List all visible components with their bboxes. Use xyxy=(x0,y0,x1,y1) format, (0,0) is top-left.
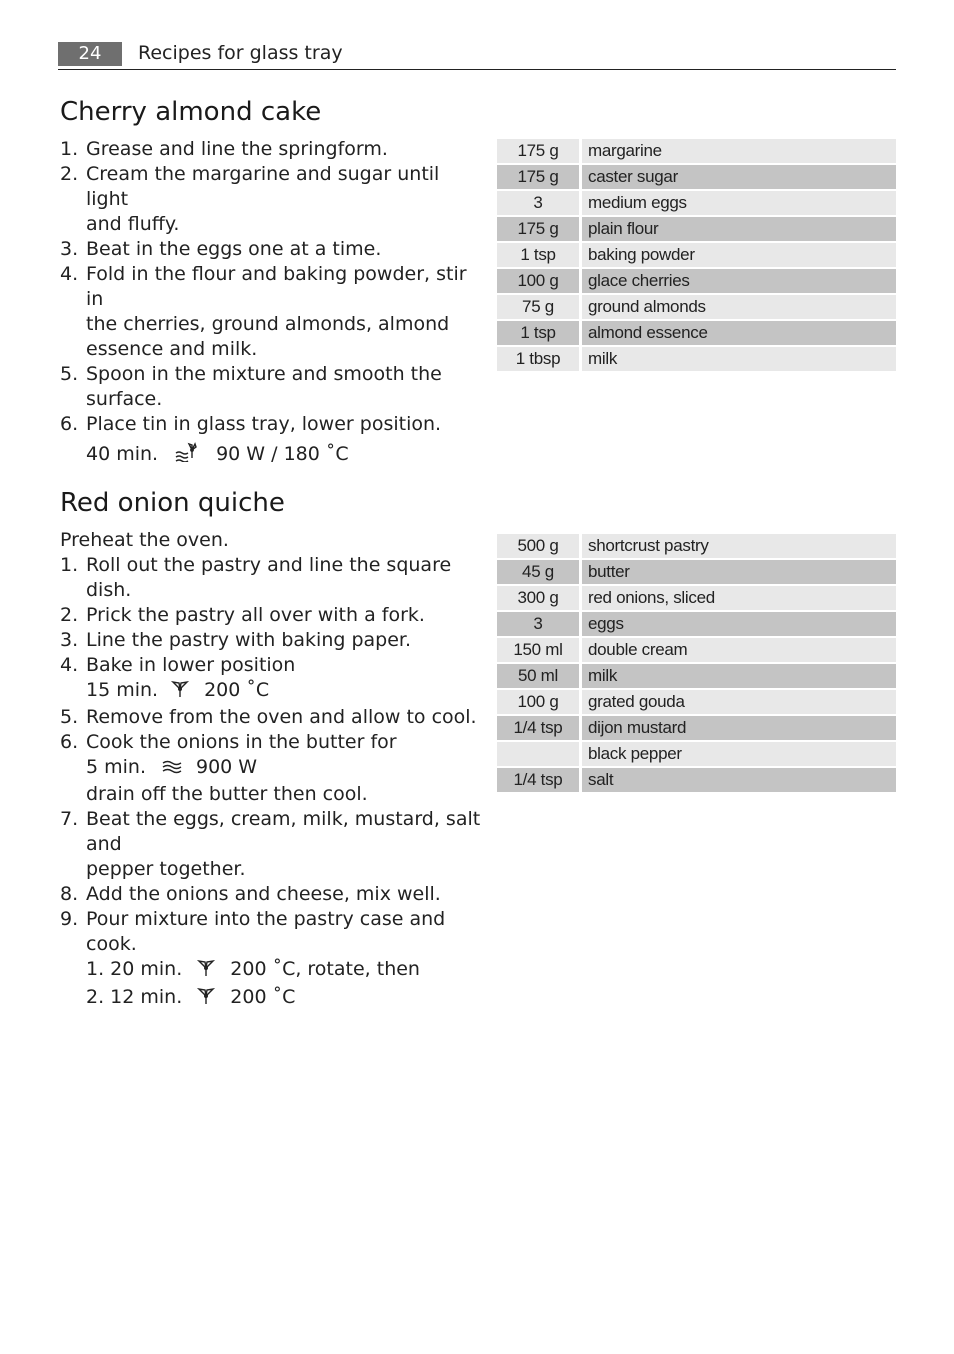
ingredient-row xyxy=(497,139,896,163)
ingredient-row xyxy=(497,347,896,371)
ingredient-name: milk xyxy=(582,664,896,688)
ingredient-name: salt xyxy=(582,768,896,792)
ingredient-row xyxy=(497,586,896,610)
header-title: Recipes for glass tray xyxy=(138,42,343,64)
ingredient-name: dijon mustard xyxy=(582,716,896,740)
cherry-cake-steps xyxy=(60,137,485,469)
ingredient-name: plain flour xyxy=(582,217,896,241)
ingredient-row xyxy=(497,742,896,766)
ingredient-name: almond essence xyxy=(582,321,896,345)
quiche-step-5: 5. Remove from the oven and allow to cool. xyxy=(60,706,477,728)
ingredient-row xyxy=(497,321,896,345)
quiche-steps xyxy=(60,528,490,1012)
ingredient-quantity: 1/4 tsp xyxy=(497,768,579,792)
cherry-step-1: 1. Grease and line the springform. xyxy=(60,138,388,160)
quiche-step-2: 2. Prick the pastry all over with a fork. xyxy=(60,604,425,626)
ingredient-name: red onions, sliced xyxy=(582,586,896,610)
quiche-step-6-after: drain off the butter then cool. xyxy=(86,783,368,805)
ingredient-quantity: 175 g xyxy=(497,165,579,189)
page-header xyxy=(58,40,896,70)
ingredient-name: glace cherries xyxy=(582,269,896,293)
page-number: 24 xyxy=(58,42,122,66)
cherry-step-6: 6. Place tin in glass tray, lower position. xyxy=(60,413,442,435)
ingredient-quantity: 45 g xyxy=(497,560,579,584)
ingredient-quantity: 150 ml xyxy=(497,638,579,662)
quiche-step-6: 6. Cook the onions in the butter for xyxy=(60,731,397,753)
ingredient-quantity: 1 tbsp xyxy=(497,347,579,371)
ingredient-name: caster sugar xyxy=(582,165,896,189)
ingredient-row xyxy=(497,768,896,792)
ingredient-row xyxy=(497,664,896,688)
quiche-step-8: 8. Add the onions and cheese, mix well. xyxy=(60,883,441,905)
ingredient-name: margarine xyxy=(582,139,896,163)
quiche-step-1: 1. Roll out the pastry and line the square dish. xyxy=(60,554,452,601)
ingredient-quantity: 175 g xyxy=(497,217,579,241)
ingredient-row xyxy=(497,165,896,189)
ingredient-name: medium eggs xyxy=(582,191,896,215)
ingredient-row xyxy=(497,612,896,636)
cherry-setting-value: 90 W / 180 ˚C xyxy=(216,443,349,465)
cherry-step-5: 5. Spoon in the mixture and smooth the surface. xyxy=(60,363,442,410)
ingredient-name: black pepper xyxy=(582,742,896,766)
ingredient-row xyxy=(497,560,896,584)
ingredient-name: baking powder xyxy=(582,243,896,267)
quiche-step-9: 9. Pour mixture into the pastry case and cook. xyxy=(60,908,446,955)
ingredient-name: butter xyxy=(582,560,896,584)
ingredient-row xyxy=(497,217,896,241)
cherry-step-3: 3. Beat in the eggs one at a time. xyxy=(60,238,382,260)
cherry-setting-time: 40 min. xyxy=(86,443,159,465)
quiche-step-9-stage-2: 2. 12 min. 200 ˚C xyxy=(60,985,490,1012)
cherry-step-4: 4. Fold in the flour and baking powder, stir in the cherries, ground almonds, almond essence and milk. xyxy=(60,263,467,360)
fan-oven-icon xyxy=(196,987,216,1012)
ingredient-row xyxy=(497,716,896,740)
ingredient-quantity: 175 g xyxy=(497,139,579,163)
ingredient-quantity: 50 ml xyxy=(497,664,579,688)
ingredient-row xyxy=(497,638,896,662)
fan-oven-icon xyxy=(170,680,190,705)
ingredient-quantity: 3 xyxy=(497,191,579,215)
ingredient-quantity: 1 tsp xyxy=(497,243,579,267)
ingredient-quantity: 100 g xyxy=(497,690,579,714)
quiche-step-3: 3. Line the pastry with baking paper. xyxy=(60,629,412,651)
quiche-step-6-setting: 5 min. 900 W xyxy=(60,755,490,782)
ingredient-row xyxy=(497,191,896,215)
quiche-step-4-setting: 15 min. 200 ˚C xyxy=(60,678,490,705)
quiche-intro: Preheat the oven. xyxy=(60,529,229,551)
ingredient-row xyxy=(497,534,896,558)
ingredient-row xyxy=(497,295,896,319)
ingredient-name: eggs xyxy=(582,612,896,636)
microwave-icon xyxy=(162,757,182,782)
ingredient-name: milk xyxy=(582,347,896,371)
ingredient-quantity: 1/4 tsp xyxy=(497,716,579,740)
ingredient-quantity: 500 g xyxy=(497,534,579,558)
ingredient-quantity: 75 g xyxy=(497,295,579,319)
ingredient-quantity: 300 g xyxy=(497,586,579,610)
cherry-step-list xyxy=(60,137,485,437)
fan-oven-icon xyxy=(196,959,216,984)
quiche-step-4: 4. Bake in lower position xyxy=(60,654,296,676)
cherry-ingredients-table xyxy=(497,137,896,373)
ingredient-quantity: 1 tsp xyxy=(497,321,579,345)
cherry-cake-title: Cherry almond cake xyxy=(60,97,322,127)
quiche-step-9-stage-1: 1. 20 min. 200 ˚C, rotate, then xyxy=(60,957,490,984)
ingredient-quantity: 100 g xyxy=(497,269,579,293)
ingredient-quantity xyxy=(497,742,579,766)
quiche-step-7: 7. Beat the eggs, cream, milk, mustard, salt and pepper together. xyxy=(60,808,481,880)
cherry-setting xyxy=(60,440,485,469)
ingredient-name: shortcrust pastry xyxy=(582,534,896,558)
ingredient-name: ground almonds xyxy=(582,295,896,319)
ingredient-quantity: 3 xyxy=(497,612,579,636)
ingredient-row xyxy=(497,243,896,267)
ingredient-row xyxy=(497,690,896,714)
microwave-fan-combi-icon xyxy=(174,440,200,469)
quiche-title: Red onion quiche xyxy=(60,488,285,518)
quiche-ingredients-table xyxy=(497,532,896,794)
ingredient-name: double cream xyxy=(582,638,896,662)
cherry-step-2: 2. Cream the margarine and sugar until light and fluffy. xyxy=(60,163,440,235)
ingredient-name: grated gouda xyxy=(582,690,896,714)
ingredient-row xyxy=(497,269,896,293)
